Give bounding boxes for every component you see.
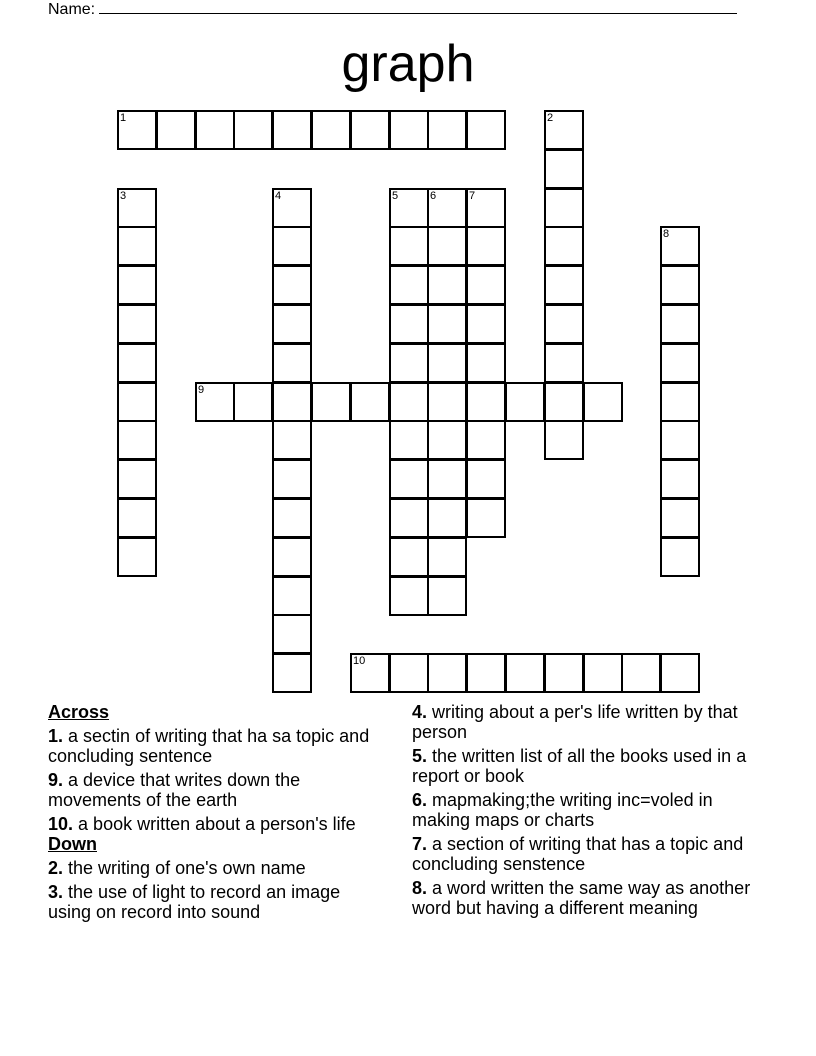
grid-cell[interactable] (660, 420, 700, 460)
grid-cell[interactable] (389, 304, 429, 344)
grid-cell[interactable] (117, 304, 157, 344)
grid-cell[interactable] (427, 110, 467, 150)
grid-cell[interactable] (389, 576, 429, 616)
grid-cell[interactable] (389, 653, 429, 693)
grid-cell[interactable] (350, 382, 390, 422)
clue-across-9 (48, 770, 388, 810)
grid-cell[interactable] (117, 498, 157, 538)
grid-cell[interactable] (272, 304, 312, 344)
grid-cell[interactable] (272, 110, 312, 150)
grid-cell[interactable] (427, 498, 467, 538)
grid-cell[interactable] (660, 498, 700, 538)
clue-text: a section of writing that has a topic and concluding senstence (412, 834, 744, 874)
clue-across-10 (48, 814, 388, 834)
grid-cell[interactable] (233, 110, 273, 150)
grid-cell[interactable] (466, 498, 506, 538)
name-label: Name: (48, 1, 96, 18)
grid-cell[interactable] (272, 537, 312, 577)
grid-cell[interactable] (427, 420, 467, 460)
grid-cell[interactable] (544, 420, 584, 460)
cell-number: 1 (120, 112, 127, 124)
grid-cell[interactable] (350, 653, 390, 693)
grid-cell[interactable] (272, 498, 312, 538)
grid-cell[interactable] (427, 653, 467, 693)
grid-cell[interactable] (117, 226, 157, 266)
cell-number: 2 (547, 112, 554, 124)
grid-cell[interactable] (621, 653, 661, 693)
grid-cell[interactable] (427, 459, 467, 499)
grid-cell[interactable] (427, 226, 467, 266)
cell-number: 3 (120, 190, 127, 202)
grid-cell[interactable] (544, 149, 584, 189)
grid-cell[interactable] (117, 382, 157, 422)
grid-cell[interactable] (117, 343, 157, 383)
grid-cell[interactable] (311, 110, 351, 150)
grid-cell[interactable] (195, 110, 235, 150)
clue-number: 2. (48, 858, 64, 878)
clue-across-1 (48, 726, 388, 766)
clue-text: the use of light to record an image using on record into sound (48, 882, 341, 922)
grid-cell[interactable] (660, 653, 700, 693)
grid-cell[interactable] (389, 537, 429, 577)
grid-cell[interactable] (544, 382, 584, 422)
across-heading: Across (48, 702, 110, 722)
grid-cell[interactable] (544, 653, 584, 693)
cell-number: 5 (392, 190, 399, 202)
grid-cell[interactable] (466, 382, 506, 422)
clue-text: writing about a per's life written by that person (412, 702, 738, 742)
grid-cell[interactable] (117, 420, 157, 460)
clues-column-right (412, 702, 752, 922)
cell-number: 10 (353, 655, 366, 667)
grid-cell[interactable] (272, 188, 312, 228)
grid-cell[interactable] (427, 265, 467, 305)
grid-cell[interactable] (117, 459, 157, 499)
cell-number: 7 (469, 190, 476, 202)
grid-cell[interactable] (272, 226, 312, 266)
grid-cell[interactable] (272, 420, 312, 460)
grid-cell[interactable] (544, 343, 584, 383)
clue-text: the written list of all the books used in a report or book (412, 746, 747, 786)
grid-cell[interactable] (389, 226, 429, 266)
cell-number: 8 (663, 228, 670, 240)
clue-text: a book written about a person's life (78, 814, 356, 834)
grid-cell[interactable] (272, 382, 312, 422)
grid-cell[interactable] (466, 188, 506, 228)
cell-number: 9 (198, 384, 205, 396)
clue-text: the writing of one's own name (68, 858, 306, 878)
grid-cell[interactable] (660, 265, 700, 305)
clue-down-3 (48, 882, 388, 922)
grid-cell[interactable] (660, 343, 700, 383)
clue-number: 7. (412, 834, 428, 854)
grid-cell[interactable] (350, 110, 390, 150)
grid-cell[interactable] (660, 226, 700, 266)
grid-cell[interactable] (117, 188, 157, 228)
grid-cell[interactable] (505, 382, 545, 422)
grid-cell[interactable] (583, 653, 623, 693)
grid-cell[interactable] (466, 653, 506, 693)
grid-cell[interactable] (156, 110, 196, 150)
clue-down-4 (412, 702, 752, 742)
grid-cell[interactable] (660, 537, 700, 577)
clue-number: 1. (48, 726, 64, 746)
grid-cell[interactable] (272, 614, 312, 654)
grid-cell[interactable] (272, 459, 312, 499)
grid-cell[interactable] (544, 110, 584, 150)
grid-cell[interactable] (389, 265, 429, 305)
cell-number: 4 (275, 190, 282, 202)
clue-number: 8. (412, 878, 428, 898)
clue-down-2 (48, 858, 388, 878)
grid-cell[interactable] (544, 188, 584, 228)
grid-cell[interactable] (427, 188, 467, 228)
grid-cell[interactable] (427, 304, 467, 344)
grid-cell[interactable] (272, 653, 312, 693)
grid-cell[interactable] (505, 653, 545, 693)
grid-cell[interactable] (233, 382, 273, 422)
grid-cell[interactable] (117, 110, 157, 150)
clue-down-6 (412, 790, 752, 830)
grid-cell[interactable] (427, 576, 467, 616)
grid-cell[interactable] (660, 459, 700, 499)
clue-number: 5. (412, 746, 428, 766)
clue-text: mapmaking;the writing inc=voled in making maps or charts (412, 790, 713, 830)
grid-cell[interactable] (466, 343, 506, 383)
clue-number: 4. (412, 702, 428, 722)
grid-cell[interactable] (272, 265, 312, 305)
grid-cell[interactable] (195, 382, 235, 422)
grid-cell[interactable] (544, 265, 584, 305)
clue-number: 9. (48, 770, 64, 790)
grid-cell[interactable] (466, 226, 506, 266)
grid-cell[interactable] (117, 537, 157, 577)
clue-number: 6. (412, 790, 428, 810)
clue-text: a sectin of writing that ha sa topic and concluding sentence (48, 726, 370, 766)
grid-cell[interactable] (389, 459, 429, 499)
grid-cell[interactable] (389, 343, 429, 383)
grid-cell[interactable] (389, 382, 429, 422)
clue-down-8 (412, 878, 752, 918)
grid-cell[interactable] (660, 382, 700, 422)
grid-cell[interactable] (466, 110, 506, 150)
grid-cell[interactable] (660, 304, 700, 344)
grid-cell[interactable] (427, 537, 467, 577)
grid-cell[interactable] (466, 304, 506, 344)
clues-column-left (48, 702, 388, 926)
grid-cell[interactable] (272, 343, 312, 383)
grid-cell[interactable] (427, 343, 467, 383)
grid-cell[interactable] (466, 265, 506, 305)
clue-down-7 (412, 834, 752, 874)
grid-cell[interactable] (117, 265, 157, 305)
grid-cell[interactable] (466, 420, 506, 460)
grid-cell[interactable] (311, 382, 351, 422)
down-heading: Down (48, 834, 97, 854)
grid-cell[interactable] (389, 420, 429, 460)
grid-cell[interactable] (466, 459, 506, 499)
cell-number: 6 (430, 190, 437, 202)
grid-cell[interactable] (389, 498, 429, 538)
puzzle-title: graph (341, 35, 475, 93)
grid-cell[interactable] (389, 188, 429, 228)
clue-number: 3. (48, 882, 64, 902)
grid-cell[interactable] (272, 576, 312, 616)
clue-text: a word written the same way as another word but having a different meaning (412, 878, 751, 918)
clue-down-5 (412, 746, 752, 786)
grid-cell[interactable] (544, 226, 584, 266)
clue-number: 10. (48, 814, 74, 834)
clue-text: a device that writes down the movements of the earth (48, 770, 301, 810)
grid-cell[interactable] (583, 382, 623, 422)
grid-cell[interactable] (427, 382, 467, 422)
grid-cell[interactable] (389, 110, 429, 150)
grid-cell[interactable] (544, 304, 584, 344)
